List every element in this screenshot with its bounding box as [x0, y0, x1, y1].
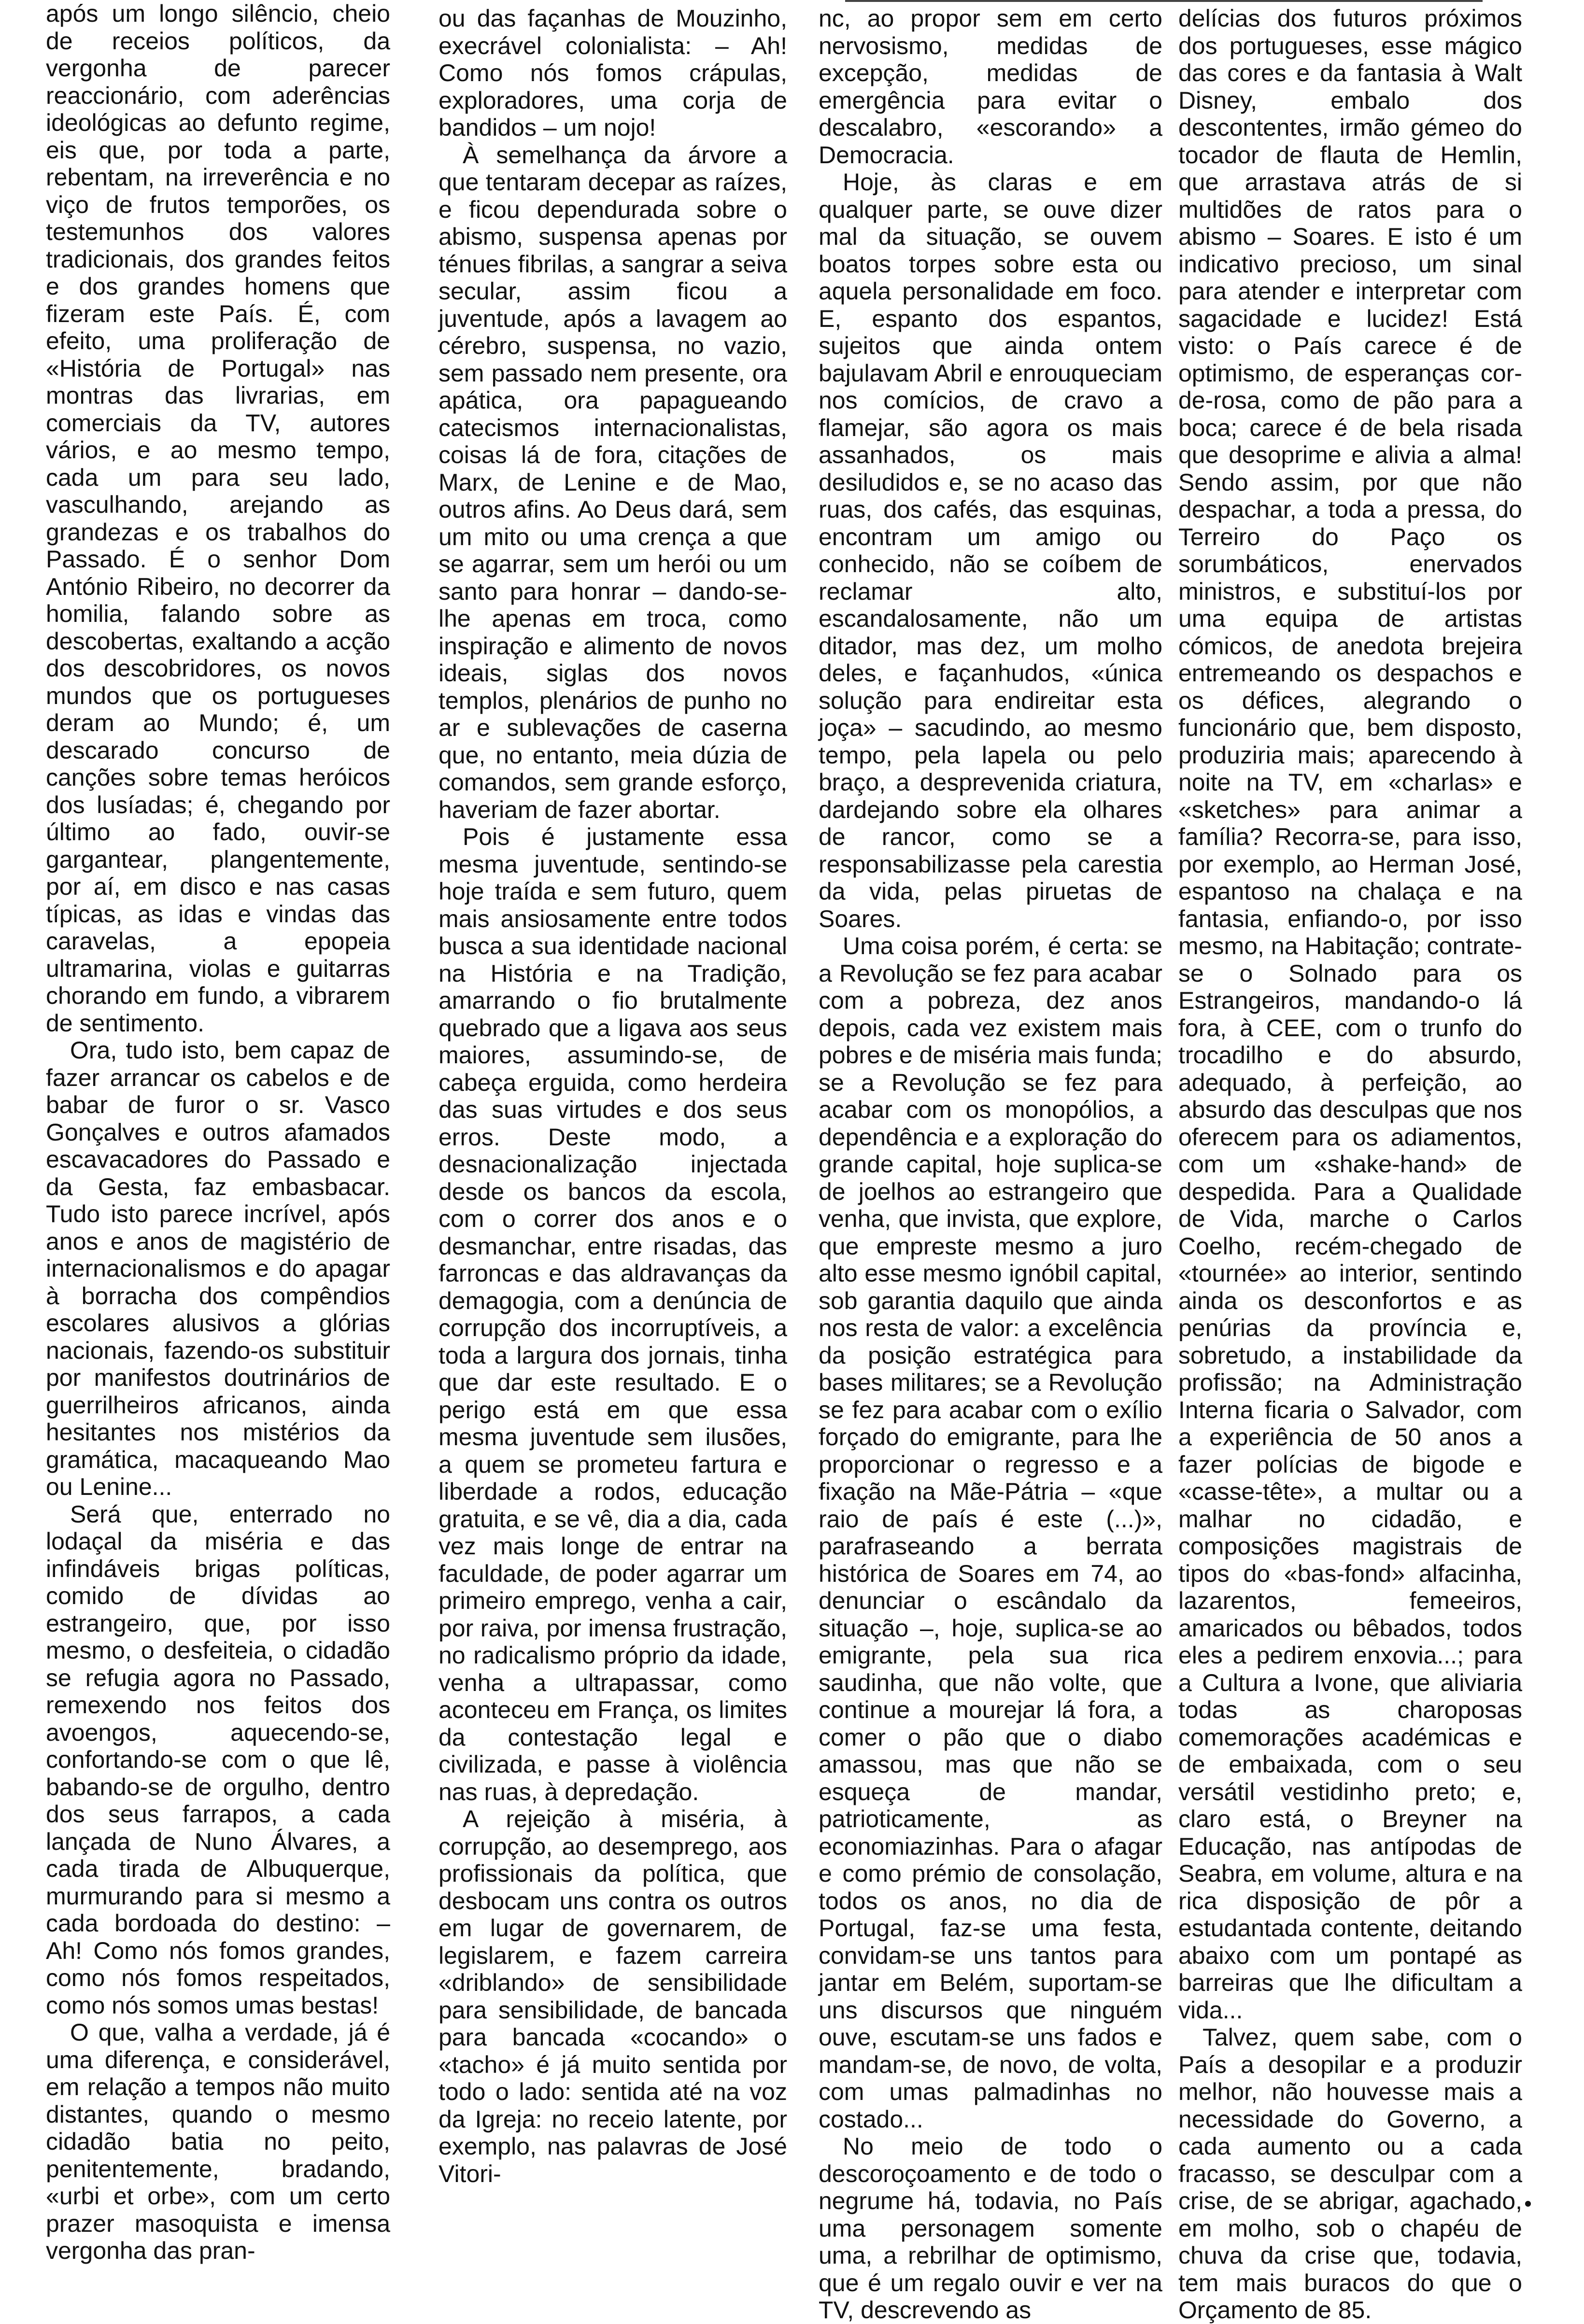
paragraph: À semelhança da árvore a que tentaram decepar as raízes, e ficou dependurada sobre o abismo, suspensa apenas por ténues fibrilas, a sangrar a seiva secular, assim ficou a juventude, após a lavagem ao cérebro, suspensa, no vazio, sem passado nem presente, ora apática, ora papagueando catecismos internacionalistas, coisas lá de fora, citações de Marx, de Lenine e de Mao, outros afins. Ao Deus dará, sem um mito ou uma crença a que se agarrar, sem um herói ou um santo para honrar – dando-se-lhe apenas em troca, como inspiração e alimento de novos ideais, siglas dos novos templos, plenários de punho no ar e sublevações de caserna que, no entanto, meia dúzia de comandos, sem grande esforço, haveriam de fazer abortar. — [438, 141, 787, 823]
paragraph: A rejeição à miséria, à corrupção, ao desemprego, aos profissionais da política, que desbocam uns contra os outros em lugar de governarem, de legislarem, e fazem carreira «driblando» de sensibilidade para sensibilidade, de bancada para bancada «cocando» o «tacho» é já muito sentida por todo o lado: sentida até na voz da Igreja: no receio latente, por exemplo, nas palavras de José Vitori- — [438, 1805, 787, 2187]
paragraph: Pois é justamente essa mesma juventude, sentindo-se hoje traída e sem futuro, quem mais ansiosamente entre todos busca a sua identidade nacional na História e na Tradição, amarrando o fio brutalmente quebrado que a ligava aos seus maiores, assumindo-se, de cabeça erguida, como herdeira das suas virtudes e dos seus erros. Deste modo, a desnacionalização injectada desde os bancos da escola, com o correr dos anos e o desmanchar, entre risadas, das farroncas e das aldravanças da demagogia, com a denúncia de corrupção dos incorruptíveis, a toda a largura dos jornais, tinha que dar este resultado. E o perigo está em que essa mesma juventude sem ilusões, a quem se prometeu fartura e liberdade a rodos, educação gratuita, e se vê, dia a dia, cada vez mais longe de entrar na faculdade, de poder agarrar um primeiro emprego, venha a cair, por raiva, por imensa frustração, no radicalismo próprio da idade, venha a ultrapassar, como aconteceu em França, os limites da contestação legal e civilizada, e passe à violência nas ruas, à depredação. — [438, 823, 787, 1805]
article-column-1 — [46, 0, 390, 2264]
paragraph: ou das façanhas de Mouzinho, execrável colonialista: – Ah! Como nós fomos crápulas, exploradores, uma corja de bandidos – um nojo! — [438, 5, 787, 141]
paragraph: No meio de todo o descoroçoamento e de todo o negrume há, todavia, no País uma personagem somente uma, a rebrilhar de optimismo, que é um regalo ouvir e ver na TV, descrevendo as — [819, 2133, 1162, 2324]
top-rule — [845, 0, 1483, 2]
paragraph: delícias dos futuros próximos dos portugueses, esse mágico das cores e da fantasia à Walt Disney, embalo dos descontentes, irmão gémeo do tocador de flauta de Hemlin, que arrastava atrás de si multidões de ratos para o abismo – Soares. E isto é um indicativo precioso, um sinal para atender e interpretar com sagacidade e lucidez! Está visto: o País carece é de optimismo, de esperanças cor-de-rosa, como de pão para a boca; carece é de bela risada que desoprime e alivia a alma! Sendo assim, por que não despachar, a toda a pressa, do Terreiro do Paço os sorumbáticos, enervados ministros, e substituí-los por uma equipa de artistas cómicos, de anedota brejeira entremeando os despachos e os défices, alegrando o funcionário que, bem disposto, produziria mais; aparecendo à noite na TV, em «charlas» e «sketches» para animar a família? Recorra-se, para isso, por exemplo, ao Herman José, espantoso na chalaça e na fantasia, enfiando-o, por isso mesmo, na Habitação; contrate-se o Solnado para os Estrangeiros, mandando-o lá fora, à CEE, com o trunfo do trocadilho e do absurdo, adequado, à perfeição, ao absurdo das desculpas que nos oferecem para os adiamentos, com um «shake-hand» de despedida. Para a Qualidade de Vida, marche o Carlos Coelho, recém-chegado de «tournée» ao interior, sentindo ainda os desconfortos e as penúrias da província e, sobretudo, a instabilidade da profissão; na Administração Interna ficaria o Salvador, com a experiência de 50 anos a fazer polícias de bigode e «casse-tête», a multar ou a malhar no cidadão, e composições magistrais de tipos do «bas-fond» alfacinha, lazarentos, femeeiros, amaricados ou bêbados, todos eles a pedirem enxovia...; para a Cultura a Ivone, que aliviaria todas as charoposas comemorações académicas e de embaixada, com o seu versátil vestidinho preto; e, claro está, o Breyner na Educação, nas antípodas de Seabra, em volume, altura e na rica disposição de pôr a estudantada contente, deitando abaixo com um pontapé as barreiras que lhe dificultam a vida... — [1178, 5, 1522, 2024]
paragraph: Será que, enterrado no lodaçal da miséria e das infindáveis brigas políticas, comido de dívidas ao estrangeiro, que, por isso mesmo, o desfeiteia, o cidadão se refugia agora no Passado, remexendo nos feitos dos avoengos, aquecendo-se, confortando-se com o que lê, babando-se de orgulho, dentro dos seus farrapos, a cada lançada de Nuno Álvares, a cada tirada de Albuquerque, murmurando para si mesmo a cada bordoada do destino: – Ah! Como nós fomos grandes, como nós fomos respeitados, como nós somos umas bestas! — [46, 1500, 390, 2019]
paragraph: após um longo silêncio, cheio de receios políticos, da vergonha de parecer reaccionário, com aderências ideológicas ao defunto regime, eis que, por toda a parte, rebentam, na irreverência e no viço de frutos temporões, os testemunhos dos valores tradicionais, dos grandes feitos e dos grandes homens que fizeram este País. É, com efeito, uma proliferação de «História de Portugal» nas montras das livrarias, em comerciais da TV, autores vários, e ao mesmo tempo, cada um para seu lado, vasculhando, arejando as grandezas e os trabalhos do Passado. É o senhor Dom António Ribeiro, no decorrer da homilia, falando sobre as descobertas, exaltando a acção dos descobridores, os novos mundos que os portugueses deram ao Mundo; é, um descarado concurso de canções sobre temas heróicos dos lusíadas; é, chegando por último ao fado, ouvir-se gargantear, plangentemente, por aí, em disco e nas casas típicas, as idas e vindas das caravelas, a epopeia ultramarina, violas e guitarras chorando em fundo, a vibrarem de sentimento. — [46, 0, 390, 1037]
end-mark — [1525, 2201, 1531, 2207]
paragraph: Talvez, quem sabe, com o País a desopilar e a produzir melhor, não houvesse mais a necessidade do Governo, a cada aumento ou a cada fracasso, se desculpar com a crise, de se abrigar, agachado, em molho, sob o chapéu de chuva da crise que, todavia, tem mais buracos do que o Orçamento de 85. — [1178, 2024, 1522, 2324]
paragraph: Uma coisa porém, é certa: se a Revolução se fez para acabar com a pobreza, dez anos depois, cada vez existem mais pobres e de miséria mais funda; se a Revolução se fez para acabar com os monopólios, a dependência e a exploração do grande capital, hoje suplica-se de joelhos ao estrangeiro que venha, que invista, que explore, que empreste mesmo a juro alto esse mesmo ignóbil capital, sob garantia daquilo que ainda nos resta de valor: a excelência da posição estratégica para bases militares; se a Revolução se fez para acabar com o exílio forçado do emigrante, para lhe proporcionar o regresso e a fixação na Mãe-Pátria – «que raio de país é este (...)», parafraseando a berrata histórica de Soares em 74, ao denunciar o escândalo da situação –, hoje, suplica-se ao emigrante, pela sua rica saudinha, que não volte, que continue a mourejar lá fora, a comer o pão que o diabo amassou, mas que não se esqueça de mandar, patrioticamente, as economiazinhas. Para o afagar e como prémio de consolação, todos os anos, no dia de Portugal, faz-se uma festa, convidam-se uns tantos para jantar em Belém, suportam-se uns discursos que ninguém ouve, escutam-se uns fados e mandam-se, de novo, de volta, com umas palmadinhas no costado... — [819, 932, 1162, 2133]
paragraph: nc, ao propor sem em certo nervosismo, medidas de excepção, medidas de emergência para evitar o descalabro, «escorando» a Democracia. — [819, 5, 1162, 169]
paragraph: O que, valha a verdade, já é uma diferença, e considerável, em relação a tempos não muito distantes, quando o mesmo cidadão batia no peito, penitentemente, bradando, «urbi et orbe», com um certo prazer masoquista e imensa vergonha das pran- — [46, 2019, 390, 2264]
paragraph: Ora, tudo isto, bem capaz de fazer arrancar os cabelos e de babar de furor o sr. Vasco Gonçalves e outros afamados escavacadores do Passado e da Gesta, faz embasbacar. Tudo isto parece incrível, após anos e anos de magistério de internacionalismos e do apagar à borracha dos compêndios escolares alusivos a glórias nacionais, fazendo-os substituir por manifestos doutrinários de guerrilheiros africanos, ainda hesitantes nos mistérios da gramática, macaqueando Mao ou Lenine... — [46, 1037, 390, 1500]
paragraph: Hoje, às claras e em qualquer parte, se ouve dizer mal da situação, se ouvem boatos torpes sobre esta ou aquela personalidade em foco. E, espanto dos espantos, sujeitos que ainda ontem bajulavam Abril e enrouqueciam nos comícios, de cravo a flamejar, são agora os mais assanhados, os mais desiludidos e, se no acaso das ruas, dos cafés, das esquinas, encontram um amigo ou conhecido, não se coíbem de reclamar alto, escandalosamente, não um ditador, mas dez, um molho deles, e façanhudos, «única solução para endireitar esta joça» – sacudindo, ao mesmo tempo, pela lapela ou pelo braço, a desprevenida criatura, dardejando sobre ela olhares de rancor, como se a responsabilizasse pela carestia da vida, pelas piruetas de Soares. — [819, 169, 1162, 932]
article-column-4 — [1178, 5, 1522, 2324]
article-column-2 — [438, 5, 787, 2261]
article-column-3 — [819, 5, 1162, 2324]
